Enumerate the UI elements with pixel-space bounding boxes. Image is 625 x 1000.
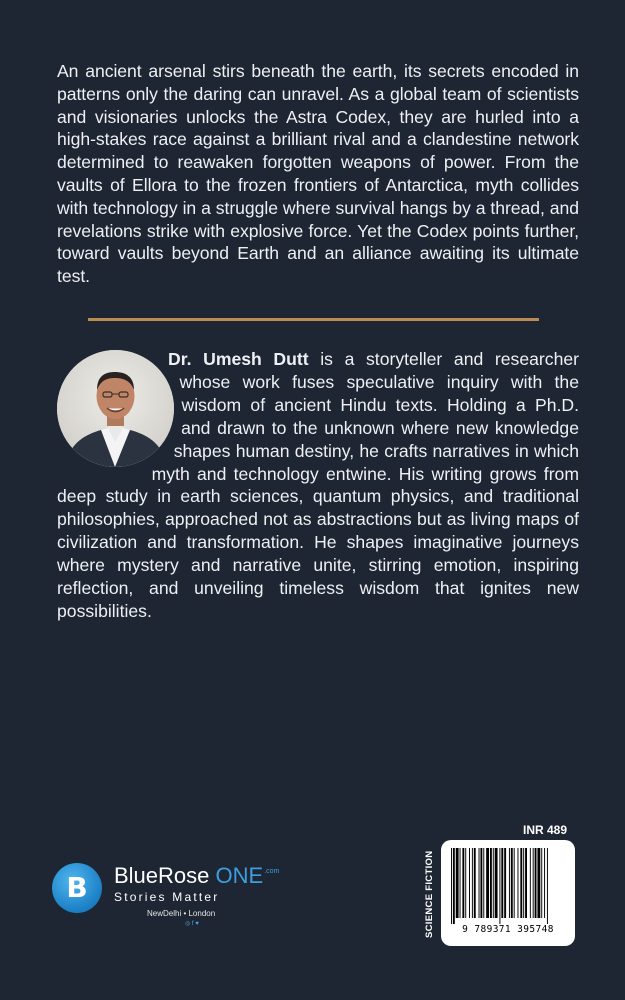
barcode-bar (535, 848, 537, 918)
barcode-bar (451, 848, 452, 924)
author-bio-text: is a storyteller and researcher whose work fuses speculative inquiry with the wisdom of ancient Hindu texts. Holding a Ph.D. and drawn to the unknown where new knowledge shapes human destiny, he crafts narratives in which myth and technology entwine. His writing grows from deep study in earth sciences, quantum physics, and traditional philosophies, approached not as abstractions but as living maps of civilization and transformation. He shapes imaginative journeys where mystery and narrative unite, stirring emotion, inspiring reflection, and unveiling timeless wisdom that ignites new possibilities. (57, 349, 579, 621)
publisher-cities: NewDelhi • London (147, 909, 216, 918)
barcode-bar (520, 848, 522, 918)
barcode-bar (544, 848, 545, 918)
social-icons: ◎ f ♥ (185, 921, 199, 927)
barcode-bar (518, 848, 519, 918)
publisher-tagline: Stories Matter (114, 890, 220, 904)
publisher-name-part2: ONE (215, 863, 264, 888)
barcode-bar (541, 848, 542, 918)
barcode-bar (472, 848, 473, 918)
barcode-bar (530, 848, 531, 918)
barcode-bar (495, 848, 498, 918)
barcode-bar (465, 848, 466, 918)
barcode-bar (547, 848, 548, 924)
publisher-logo-block (52, 858, 282, 928)
barcode-bar (462, 848, 464, 918)
barcode-bar (514, 848, 515, 918)
publisher-name (114, 863, 279, 889)
barcode-bar (504, 848, 506, 918)
barcode-bar (490, 848, 492, 918)
barcode-bar (493, 848, 494, 918)
barcode-bar (486, 848, 489, 918)
barcode-bar (511, 848, 513, 918)
publisher-name-part1: BlueRose (114, 863, 216, 888)
barcode-bar (537, 848, 540, 918)
barcode-bar (501, 848, 503, 918)
barcode-bar (469, 848, 470, 918)
genre-label: SCIENCE FICTION (424, 850, 435, 938)
barcode-bar (499, 848, 500, 924)
price-label: INR 489 (523, 823, 568, 837)
book-blurb: An ancient arsenal stirs beneath the earth, its secrets encoded in patterns only the daring can unravel. As a global team of scientists and visionaries unlocks the Astra Codex, they are hurled into a high-stakes race against a brilliant rival and a clandestine network determined to reawaken forgotten weapons of power. From the vaults of Ellora to the frozen frontiers of Antarctica, myth collides with technology in a struggle where survival hangs by a thread, and revelations strike with explosive force. Yet the Codex points further, toward vaults beyond Earth and an alliance awaiting its ultimate test. (57, 61, 579, 287)
barcode-bar (483, 848, 484, 918)
section-divider (88, 318, 539, 321)
author-name: Dr. Umesh Dutt (168, 349, 309, 369)
barcode-bar (525, 848, 527, 918)
barcode (441, 840, 575, 946)
publisher-name-suffix: .com (264, 868, 280, 875)
author-portrait (57, 350, 174, 467)
publisher-website: www.BlueRoseOne.com (459, 937, 557, 947)
barcode-bar (533, 848, 534, 918)
barcode-bar (460, 848, 461, 918)
author-bio (57, 348, 579, 623)
barcode-bars (450, 848, 566, 924)
barcode-bar (480, 848, 482, 918)
barcode-bar (474, 848, 476, 918)
publisher-logo-letter: B (66, 871, 88, 904)
barcode-bar (453, 848, 455, 924)
barcode-bar (479, 848, 480, 918)
barcode-bar (523, 848, 524, 918)
barcode-bar (456, 848, 459, 918)
barcode-bar (509, 848, 510, 918)
isbn-number: 9 789371 395748 (462, 924, 554, 935)
